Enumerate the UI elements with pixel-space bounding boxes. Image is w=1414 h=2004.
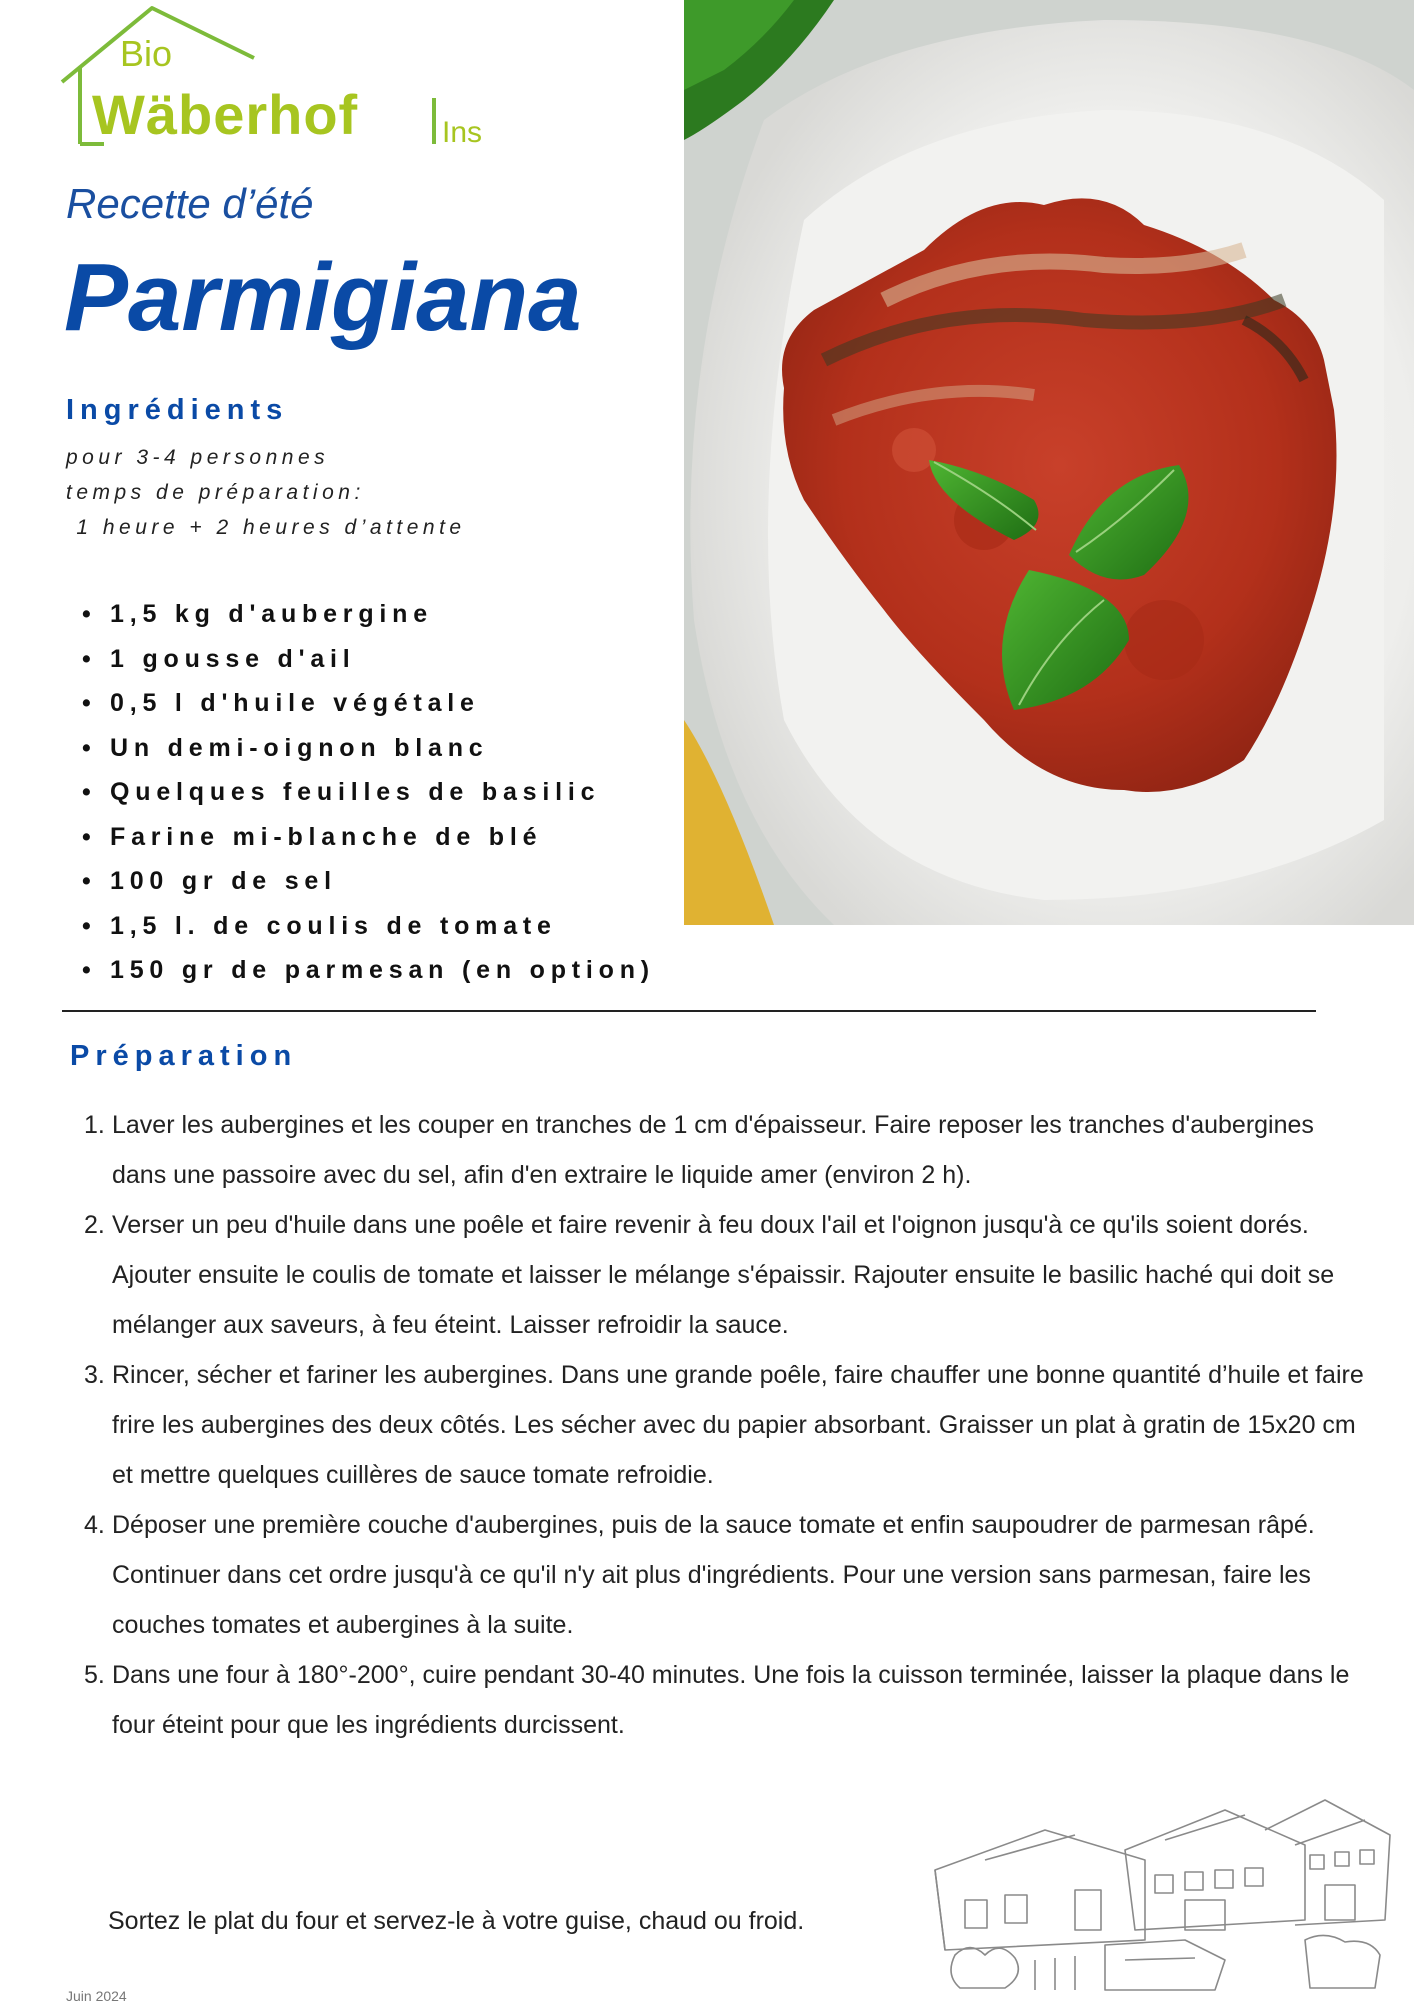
list-item: • Un demi-oignon blanc	[82, 726, 655, 771]
waberhof-logo	[58, 4, 498, 154]
servings-text: pour 3-4 personnes	[66, 446, 330, 469]
step-text: Dans une four à 180°-200°, cuire pendant 30-40 minutes. Une fois la cuisson terminée, laisser la plaque dans le four éteint pour que les ingrédients durcissent.	[112, 1661, 1350, 1739]
step-number: 3.	[84, 1361, 105, 1389]
prep-time-label: temps de préparation:	[66, 481, 365, 504]
closing-instruction: Sortez le plat du four et servez-le à votre guise, chaud ou froid.	[108, 1907, 805, 1935]
list-item: • 1,5 l. de coulis de tomate	[82, 904, 655, 949]
footer-date: Juin 2024	[66, 1988, 127, 2004]
step-number: 4.	[84, 1511, 105, 1539]
step-number: 1.	[84, 1111, 105, 1139]
farm-sketch-illustration	[925, 1790, 1395, 1995]
step-3	[84, 1350, 1364, 1500]
step-5	[84, 1650, 1364, 1750]
step-1	[84, 1100, 1364, 1200]
recipe-title: Parmigiana	[64, 244, 582, 351]
list-item: • 0,5 l d'huile végétale	[82, 681, 655, 726]
recipe-meta	[66, 440, 466, 545]
list-item: • 1 gousse d'ail	[82, 637, 655, 682]
recipe-subtitle: Recette d’été	[66, 180, 314, 227]
prep-time-value: 1 heure + 2 heures d’attente	[66, 516, 466, 539]
step-text: Rincer, sécher et fariner les aubergines. Dans une grande poêle, faire chauffer une bonne quantité d’huile et faire frire les aubergines des deux côtés. Les sécher avec du papier absorbant. Graisser un plat à gratin de 15x20 cm et mettre quelques cuillères de sauce tomate refroidie.	[112, 1361, 1364, 1489]
step-number: 5.	[84, 1661, 105, 1689]
step-number: 2.	[84, 1211, 105, 1239]
step-2	[84, 1200, 1364, 1350]
parmigiana-photo	[684, 0, 1414, 925]
step-text: Laver les aubergines et les couper en tranches de 1 cm d'épaisseur. Faire reposer les tranches d'aubergines dans une passoire avec du sel, afin d'en extraire le liquide amer (environ 2 h).	[112, 1111, 1314, 1189]
preparation-heading: Préparation	[70, 1040, 298, 1072]
logo-ins-text: Ins	[442, 116, 483, 149]
step-4	[84, 1500, 1364, 1650]
list-item: • 150 gr de parmesan (en option)	[82, 948, 655, 993]
list-item: • 100 gr de sel	[82, 859, 655, 904]
list-item: • Quelques feuilles de basilic	[82, 770, 655, 815]
step-text: Verser un peu d'huile dans une poêle et faire revenir à feu doux l'ail et l'oignon jusqu'à ce qu'ils soient dorés. Ajouter ensuite le coulis de tomate et laisser le mélange s'épaissir. Rajouter ensuite le basilic haché qui doit se mélanger aux saveurs, à feu éteint. Laisser refroidir la sauce.	[112, 1211, 1335, 1339]
list-item: • Farine mi-blanche de blé	[82, 815, 655, 860]
logo-name-text: Wäberhof	[92, 83, 359, 146]
ingredients-heading: Ingrédients	[66, 394, 289, 426]
section-divider	[62, 1010, 1316, 1012]
step-text: Déposer une première couche d'aubergines, puis de la sauce tomate et enfin saupoudrer de parmesan râpé. Continuer dans cet ordre jusqu'à ce qu'il n'y ait plus d'ingrédients. Pour une version sans parmesan, faire les couches tomates et aubergines à la suite.	[112, 1511, 1315, 1639]
logo-bio-text: Bio	[120, 33, 173, 74]
list-item: • 1,5 kg d'aubergine	[82, 592, 655, 637]
ingredients-list	[82, 592, 655, 993]
preparation-steps	[84, 1100, 1364, 1750]
